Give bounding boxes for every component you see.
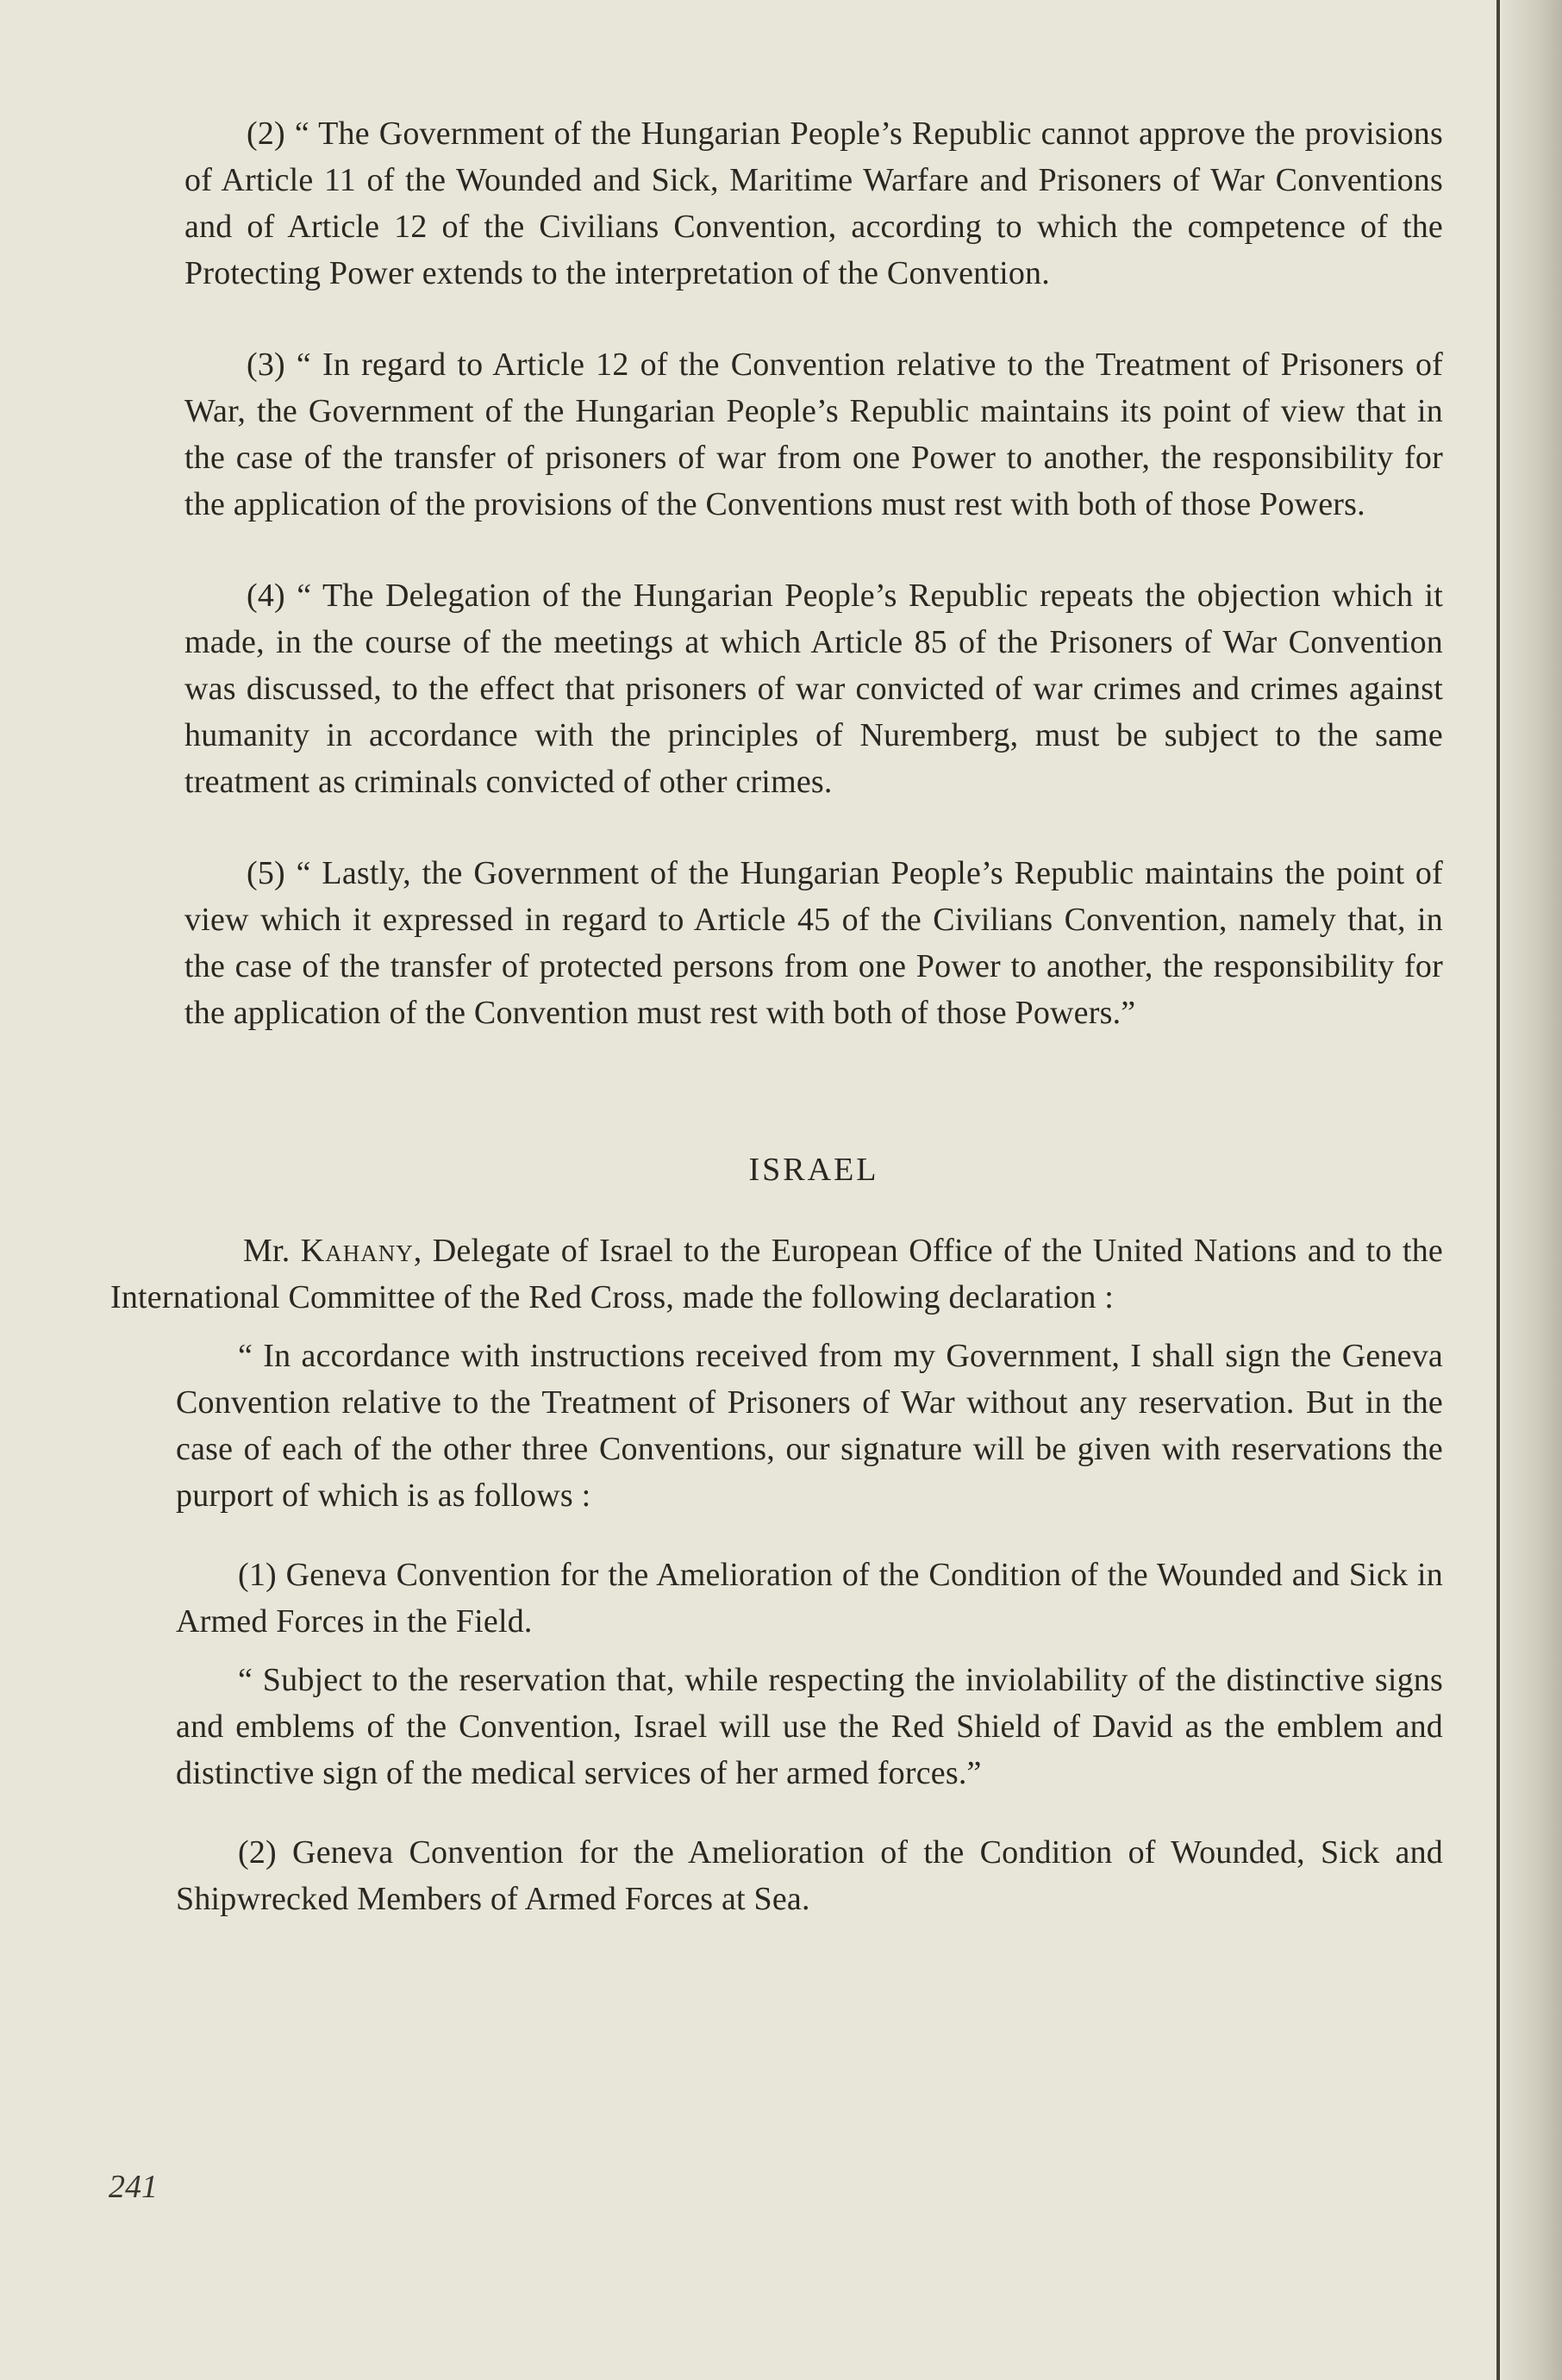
page-number: 241 <box>109 2169 158 2205</box>
israel-item-2-title: (2) Geneva Convention for the Amelioration of the Condition of Wounded, Sick and Shipwrecked Members of Armed Forces at Sea. <box>176 1834 1443 1917</box>
statement-prefix: Mr. <box>243 1233 301 1269</box>
delegate-name: Kahany <box>300 1233 414 1269</box>
israel-item-1-title: (1) Geneva Convention for the Amelioration of the Condition of the Wounded and Sick in Armed Forces in the Field. <box>176 1557 1443 1640</box>
hungary-reservation-5: (5) “ Lastly, the Government of the Hungarian People’s Republic maintains the point of view which it expressed in regard to Article 45 of the Civilians Convention, namely that, in the case of the transfer of protected persons from one Power to another, the responsibility for the application of the Convention must rest with both of those Powers.” <box>184 855 1443 1031</box>
hungary-reservation-3: (3) “ In regard to Article 12 of the Convention relative to the Treatment of Prisoners of War, the Government of the Hungarian People’s Republic maintains its point of view that in the case of the transfer of prisoners of war from one Power to another, the responsibility for the application of the provisions of the Conventions must rest with both of those Powers. <box>184 347 1443 522</box>
hungary-reservation-2: (2) “ The Government of the Hungarian People’s Republic cannot approve the provisions of Article 11 of the Wounded and Sick, Maritime Warfare and Prisoners of War Conventions and of Article 12 of the Civilians Convention, according to which the competence of the Protecting Power extends to the interpretation of the Convention. <box>184 116 1443 291</box>
israel-delegate-statement <box>110 1227 1443 1321</box>
israel-item-1-reservation: “ Subject to the reservation that, while respecting the inviolability of the distinctive signs and emblems of the Convention, Israel will use the Red Shield of David as the emblem and distinctive sign of the medical services of her armed forces.” <box>176 1662 1443 1791</box>
statement-rest: , Delegate of Israel to the European Office of the United Nations and to the International Committee of the Red Cross, made the following declaration : <box>110 1233 1443 1315</box>
section-heading-israel: ISRAEL <box>748 1152 879 1188</box>
page-edge-line <box>1496 0 1500 2380</box>
page-body <box>110 110 1443 1922</box>
page-gutter-shadow <box>1502 0 1562 2380</box>
hungary-reservation-4: (4) “ The Delegation of the Hungarian People’s Republic repeats the objection which it made, in the course of the meetings at which Article 85 of the Prisoners of War Convention was discussed, to the effect that prisoners of war convicted of war crimes and crimes against humanity in accordance with the principles of Nuremberg, must be subject to the same treatment as criminals convicted of other crimes. <box>184 578 1443 800</box>
israel-declaration-intro: “ In accordance with instructions received from my Government, I shall sign the Geneva Convention relative to the Treatment of Prisoners of War without any reservation. But in the case of each of the other three Conventions, our signature will be given with reservations the purport of which is as follows : <box>176 1338 1443 1514</box>
